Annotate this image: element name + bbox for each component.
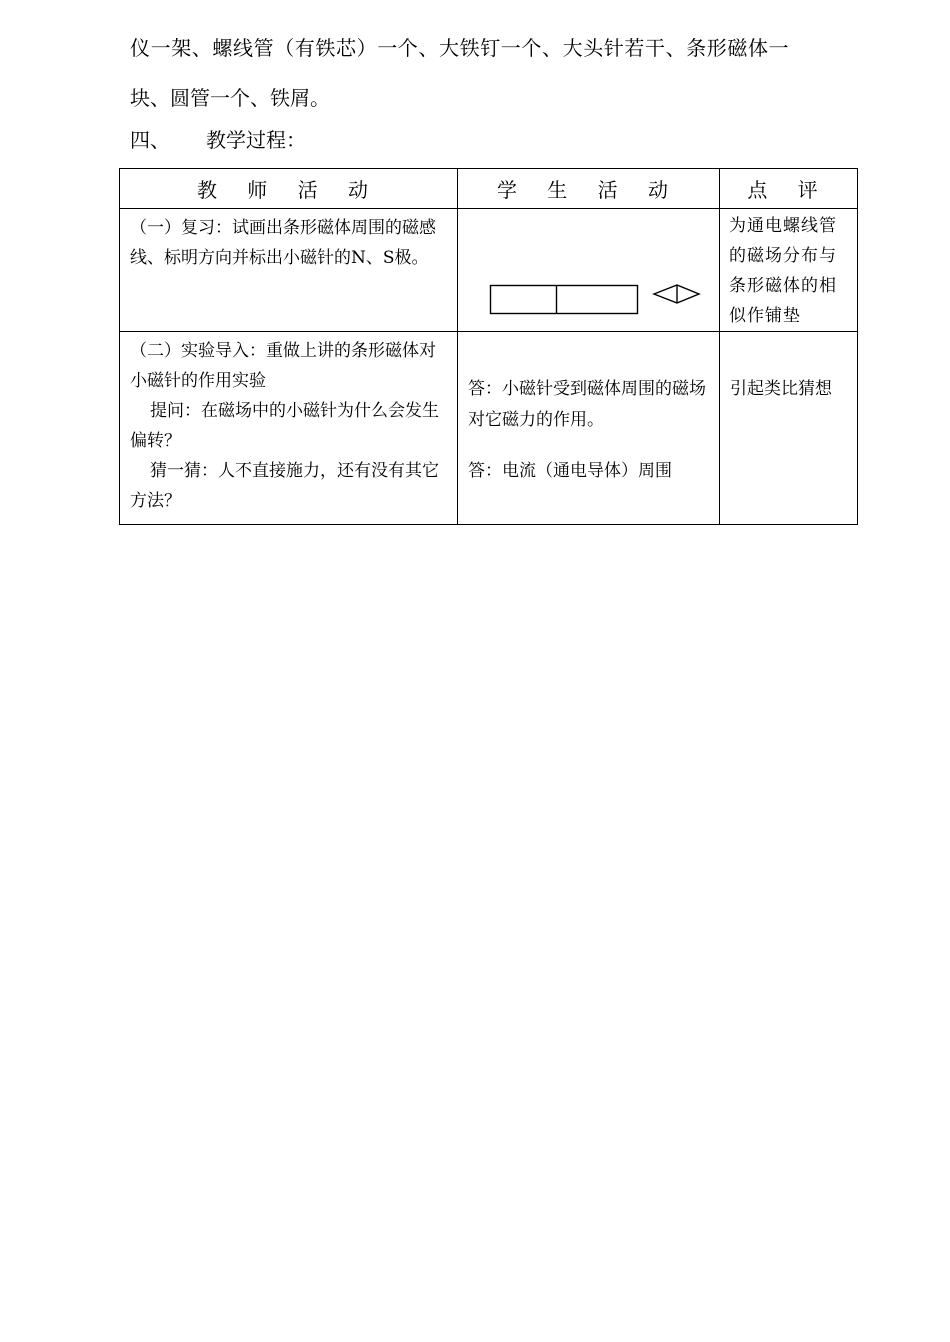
row2-teacher-line: 提问：在磁场中的小磁针为什么会发生偏转？ xyxy=(130,401,439,451)
intro-line-1: 仪一架、螺线管（有铁芯）一个、大铁钉一个、大头针若干、条形磁体一 xyxy=(130,36,790,60)
section-number: 四、 xyxy=(130,128,170,152)
header-teacher-activity: 教 师 活 动 xyxy=(120,169,458,209)
magnet-diagram xyxy=(458,209,719,327)
row2-teacher-cell xyxy=(120,332,458,525)
teaching-process-table xyxy=(119,168,858,525)
header-comment: 点 评 xyxy=(720,169,858,209)
row1-student-cell xyxy=(458,209,720,332)
row1-teacher-cell xyxy=(120,209,458,332)
row2-teacher-text xyxy=(120,332,457,516)
section-title: 教学过程： xyxy=(206,128,306,152)
magnet-diagram-svg xyxy=(458,209,720,327)
row2-teacher-line: 猜一猜：人不直接施力，还有没有其它方法？ xyxy=(130,461,439,511)
row1-teacher-text: （一）复习：试画出条形磁体周围的磁感线、标明方向并标出小磁针的N、S极。 xyxy=(130,218,436,268)
row1-comment-cell xyxy=(720,209,858,332)
row2-comment-text: 引起类比猜想 xyxy=(730,379,832,399)
row2-student-text xyxy=(458,332,719,487)
table-header-row xyxy=(120,169,858,209)
section-heading xyxy=(130,128,306,152)
intro-line-2: 块、圆管一个、铁屑。 xyxy=(130,86,330,110)
row2-student-line: 答：电流（通电导体）周围 xyxy=(468,461,672,481)
header-student-activity: 学 生 活 动 xyxy=(458,169,720,209)
row2-student-cell xyxy=(458,332,720,525)
table-row xyxy=(120,332,858,525)
bar-magnet xyxy=(491,286,638,314)
row2-teacher-line: （二）实验导入：重做上讲的条形磁体对小磁针的作用实验 xyxy=(130,341,436,391)
row2-student-line: 答：小磁针受到磁体周围的磁场对它磁力的作用。 xyxy=(468,379,706,430)
row2-comment-cell xyxy=(720,332,858,525)
row1-comment-text: 为通电螺线管的磁场分布与条形磁体的相似作铺垫 xyxy=(729,216,837,326)
table-row xyxy=(120,209,858,332)
